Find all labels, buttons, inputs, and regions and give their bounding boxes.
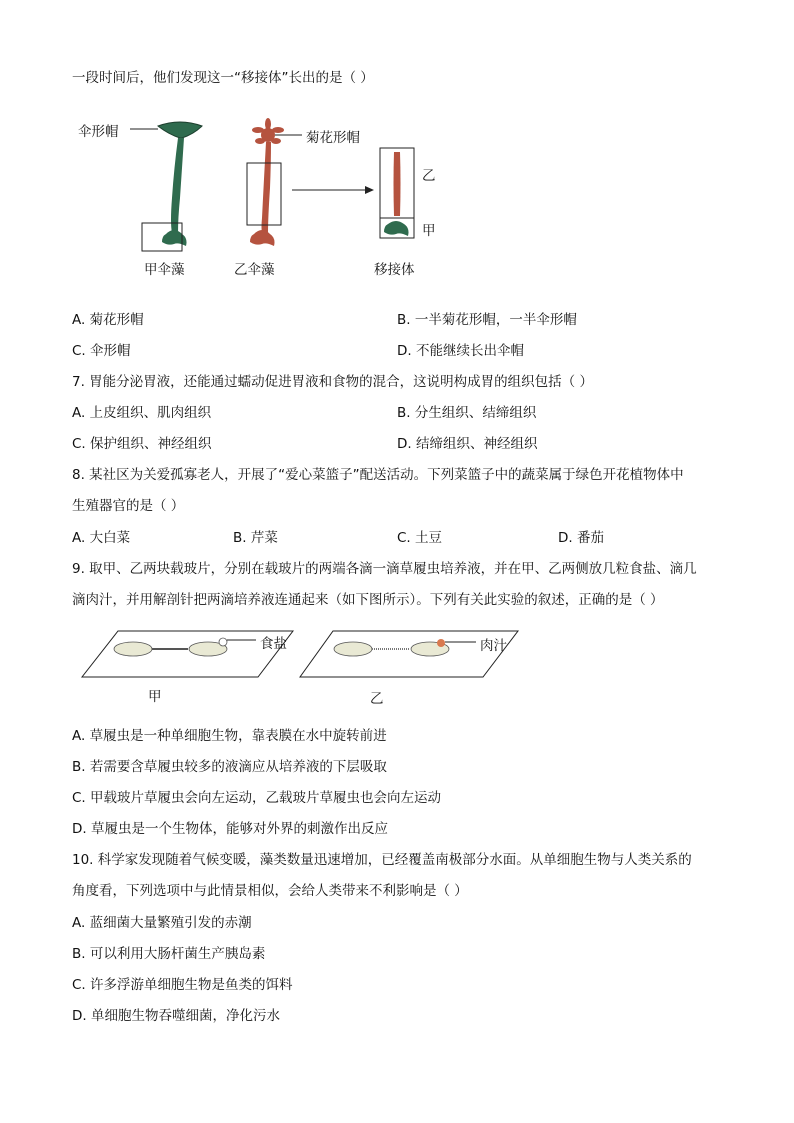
q8-option-a: A. 大白菜	[72, 530, 131, 546]
q9-stem-line1: 9. 取甲、乙两块载玻片，分别在载玻片的两端各滴一滴草履虫培养液，并在甲、乙两侧放几粒食盐、滴几	[72, 561, 697, 577]
label-salt: 食盐	[260, 636, 287, 652]
intro-line: 一段时间后，他们发现这一“移接体”长出的是（ ）	[72, 70, 374, 86]
q10-option-c: C. 许多浮游单细胞生物是鱼类的饵料	[72, 977, 293, 993]
q10-option-a: A. 蓝细菌大量繁殖引发的赤潮	[72, 915, 252, 931]
q7-option-b: B. 分生组织、结缔组织	[397, 405, 537, 421]
label-graft: 移接体	[374, 262, 415, 278]
q10-option-b: B. 可以利用大肠杆菌生产胰岛素	[72, 946, 266, 962]
q8-stem-line2: 生殖器官的是（ ）	[72, 498, 185, 514]
label-jia-alga: 甲伞藻	[144, 262, 185, 278]
q6-option-a: A. 菊花形帽	[72, 312, 144, 328]
label-yi: 乙	[422, 168, 436, 184]
label-yi-alga: 乙伞藻	[234, 262, 275, 278]
jia-alga-drawing	[130, 122, 202, 251]
label-slide-jia: 甲	[148, 689, 162, 705]
label-chrysanthemum-cap: 菊花形帽	[306, 130, 360, 146]
q7-option-a: A. 上皮组织、肌肉组织	[72, 405, 212, 421]
label-meat-juice: 肉汁	[480, 638, 507, 654]
acetabularia-figure	[70, 108, 450, 283]
q8-option-d: D. 番茄	[558, 530, 604, 546]
q8-option-b: B. 芹菜	[233, 530, 278, 546]
paramecium-figure	[78, 625, 538, 710]
q9-option-c: C. 甲载玻片草履虫会向左运动，乙载玻片草履虫也会向左运动	[72, 790, 442, 806]
label-jia: 甲	[422, 223, 436, 239]
q6-option-d: D. 不能继续长出伞帽	[397, 343, 524, 359]
q9-stem-line2: 滴肉汁，并用解剖针把两滴培养液连通起来（如下图所示）。下列有关此实验的叙述，正确的是（ ）	[72, 592, 664, 608]
q7-option-d: D. 结缔组织、神经组织	[397, 436, 538, 452]
q6-option-c: C. 伞形帽	[72, 343, 131, 359]
paramecium-svg	[78, 625, 538, 710]
yi-alga-drawing	[247, 118, 302, 246]
q7-option-c: C. 保护组织、神经组织	[72, 436, 212, 452]
q8-option-c: C. 土豆	[397, 530, 443, 546]
label-umbrella-cap: 伞形帽	[78, 124, 119, 140]
label-slide-yi: 乙	[370, 691, 384, 707]
q10-stem-line1: 10. 科学家发现随着气候变暖，藻类数量迅速增加，已经覆盖南极部分水面。从单细胞生物与人类关系的	[72, 852, 692, 868]
q10-stem-line2: 角度看，下列选项中与此情景相似，会给人类带来不利影响是（ ）	[72, 883, 468, 899]
q6-option-b: B. 一半菊花形帽，一半伞形帽	[397, 312, 577, 328]
q10-option-d: D. 单细胞生物吞噬细菌，净化污水	[72, 1008, 280, 1024]
q9-option-a: A. 草履虫是一种单细胞生物，靠表膜在水中旋转前进	[72, 728, 387, 744]
q8-stem-line1: 8. 某社区为关爱孤寡老人，开展了“爱心菜篮子”配送活动。下列菜篮子中的蔬菜属于绿色开花植物体中	[72, 467, 684, 483]
q7-stem: 7. 胃能分泌胃液，还能通过蠕动促进胃液和食物的混合，这说明构成胃的组织包括（ ）	[72, 374, 593, 390]
acetabularia-svg	[70, 108, 450, 283]
graft-drawing	[380, 148, 414, 238]
q9-option-d: D. 草履虫是一个生物体，能够对外界的刺激作出反应	[72, 821, 388, 837]
q9-option-b: B. 若需要含草履虫较多的液滴应从培养液的下层吸取	[72, 759, 387, 775]
